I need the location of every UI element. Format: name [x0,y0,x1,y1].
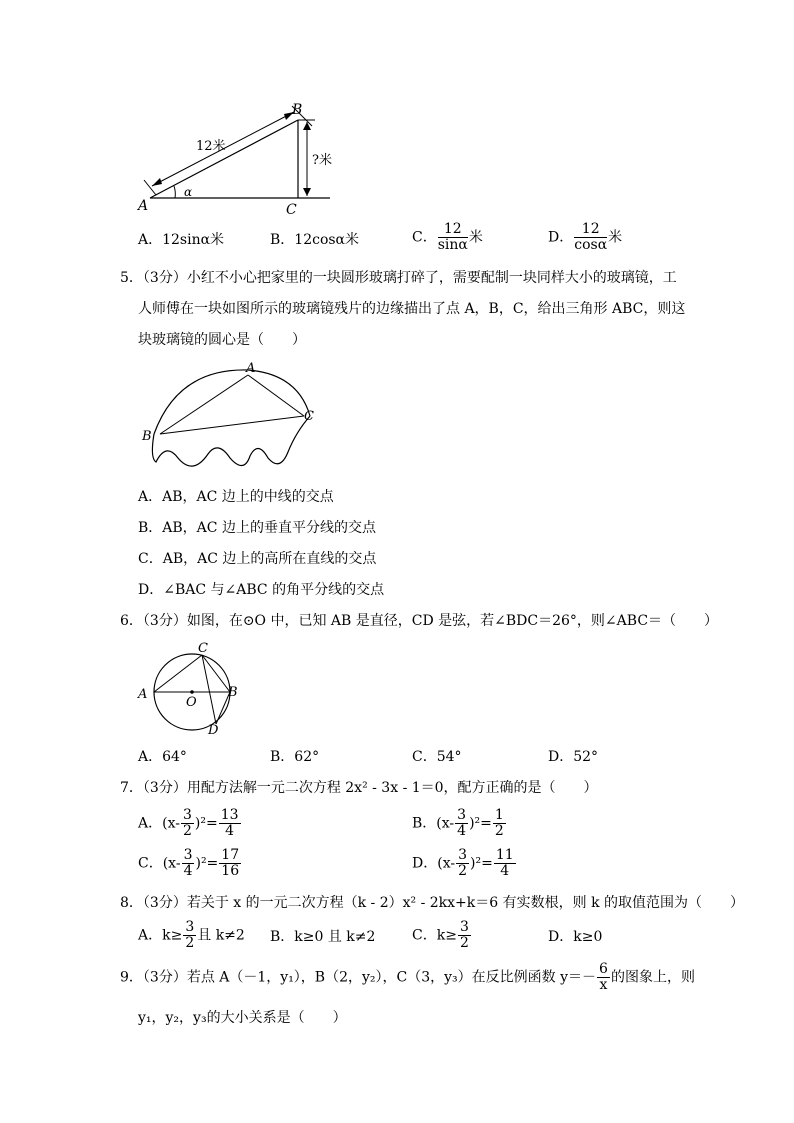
q8-option-a-fraction [183,920,196,951]
q5-stem-line2: 人师傅在一块如图所示的玻璃镜残片的边缘描出了点 A，B，C，给出三角形 ABC，则这 [138,301,686,317]
q4-option-c[interactable] [412,222,483,253]
q7-option-c-fraction-left [182,848,195,879]
q7-option-c-label: C． [138,855,163,872]
q4-option-c-label: C． [412,229,437,246]
q4-option-d-label: D． [548,229,574,246]
q4-option-d-den: cosα [574,237,608,253]
q4-option-c-fraction [438,222,468,253]
fig6-point-a: A [138,687,148,702]
q5-figure [138,358,323,476]
fig4-length-label: 12米 [196,139,226,154]
fig6-point-d: D [208,723,219,738]
q9-stem-line1 [120,962,695,993]
q4-option-d-unit: 米 [608,229,623,246]
q5-stem-line1: 5．（3分）小红不小心把家里的一块圆形玻璃打碎了，需要配制一块同样大小的玻璃镜，工 [120,270,677,286]
fig4-point-b: B [292,102,303,118]
q7-option-a-fraction-right [219,808,241,839]
q4-option-c-den: sinα [437,237,468,253]
q7-option-a-r-den: 4 [225,823,235,839]
q8-option-a[interactable] [138,920,245,951]
q7-option-d-r-num: 11 [495,847,514,863]
q7-option-d-fraction-right [494,848,516,879]
q5-option-d[interactable]: D．∠BAC 与∠ABC 的角平分线的交点 [138,582,385,598]
q5-stem-line3: 块玻璃镜的圆心是（ ） [138,332,306,348]
q4-option-d-num: 12 [574,222,607,238]
q7-option-a-fraction-left [181,808,194,839]
q7-option-c-fraction-right [219,848,241,879]
q9-stem-post: 的图象上，则 [610,969,695,986]
q7-option-b-a-den: 4 [457,823,467,839]
q9-fraction-num: 6 [599,961,608,977]
q7-option-c-a-den: 4 [183,863,193,879]
q5-option-c[interactable]: C．AB，AC 边上的高所在直线的交点 [138,551,377,567]
q5-option-b[interactable]: B．AB，AC 边上的垂直平分线的交点 [138,520,376,536]
q9-fraction-den: x [599,977,608,993]
fig5-point-a: A [246,361,256,376]
q8-option-c-den: 2 [459,935,469,951]
q8-option-a-label: A．k≥ [138,927,183,944]
q8-option-c-label: C．k≥ [412,927,457,944]
q8-option-a-tail: 且 k≠2 [197,927,245,944]
q8-option-c-num: 3 [459,919,469,935]
q7-option-d-label: D． [412,855,438,872]
q7-option-a[interactable]: A．(x- $\frac{3}{2}$ )²= $\frac{13}{4}$ [138,807,239,839]
q4-option-c-num: 12 [438,222,468,238]
q4-option-d[interactable] [548,222,622,253]
q8-option-c[interactable] [412,920,472,951]
q7-option-a-a-num: 3 [182,807,192,823]
q7-option-b-fraction-right [493,808,506,839]
q7-stem: 7．（3分）用配方法解一元二次方程 2x² - 3x - 1＝0，配方正确的是（ ） [120,780,598,796]
q4-option-b[interactable]: B．12cosα米 [270,232,360,248]
q6-option-c[interactable]: C．54° [412,749,462,765]
q8-option-a-num: 3 [185,919,195,935]
q9-fraction [597,962,610,993]
q4-figure [130,98,350,218]
q7-option-a-label: A． [138,815,163,832]
q9-stem-line2: y₁，y₂，y₃的大小关系是（ ） [138,1010,347,1026]
q6-option-a[interactable]: A．64° [138,749,187,765]
q7-option-b-a-num: 3 [457,807,467,823]
q8-option-b[interactable]: B．k≥0 且 k≠2 [270,929,376,945]
q7-option-c[interactable]: C．(x- $\frac{3}{4}$ )²= $\frac{17}{16}$ [138,847,240,879]
fig6-point-o: O [186,695,197,710]
q6-stem: 6．（3分）如图，在⊙O 中，已知 AB 是直径，CD 是弦，若∠BDC＝26°，则∠ABC＝（ ） [120,613,719,629]
fig6-point-b: B [228,685,238,700]
q6-figure [136,640,246,740]
q5-option-a[interactable]: A．AB，AC 边上的中线的交点 [138,489,334,505]
q7-option-d-a-num: 3 [458,847,467,863]
fig6-point-c: C [198,641,208,656]
fig4-alpha: α [184,185,193,199]
q7-option-d-fraction-left [456,848,469,879]
fig4-unknown-label: ?米 [312,153,332,168]
q7-option-b-label: B． [412,815,437,832]
q9-stem-pre: 9．（3分）若点 A（－1，y₁），B（2，y₂），C（3，y₃）在反比例函数 y＝－ [120,969,597,986]
fig4-point-a: A [138,198,149,214]
q4-option-d-fraction [574,222,607,253]
q7-option-d-a-den: 2 [458,863,467,879]
q6-option-d[interactable]: D．52° [548,749,599,765]
q7-option-b-r-num: 1 [494,807,504,823]
fig4-point-c: C [286,202,297,218]
q7-option-c-r-num: 17 [221,847,240,863]
q7-option-d[interactable]: D．(x- $\frac{3}{2}$ )²= $\frac{11}{4}$ [412,847,514,879]
q6-option-b[interactable]: B．62° [270,749,320,765]
q7-option-b-fraction-left [455,808,468,839]
q8-option-c-fraction [458,920,471,951]
q7-option-c-r-den: 16 [221,863,240,879]
q4-option-c-unit: 米 [468,229,483,246]
q7-option-b-r-den: 2 [494,823,504,839]
q7-option-a-r-num: 13 [220,807,239,823]
q7-option-d-r-den: 4 [500,863,510,879]
q8-stem: 8．（3分）若关于 x 的一元二次方程（k - 2）x² - 2kx+k＝6 有实数根，则 k 的取值范围为（ ） [120,895,745,911]
q7-option-a-a-den: 2 [182,823,192,839]
q8-option-d[interactable]: D．k≥0 [548,929,603,945]
fig5-point-c: C [304,409,314,424]
q8-option-a-den: 2 [185,935,195,951]
q4-option-a[interactable]: A．12sinα米 [138,232,225,248]
q7-option-b[interactable]: B．(x- $\frac{3}{4}$ )²= $\frac{1}{2}$ [412,807,504,839]
q7-option-c-a-num: 3 [183,847,193,863]
fig5-point-b: B [142,429,152,444]
